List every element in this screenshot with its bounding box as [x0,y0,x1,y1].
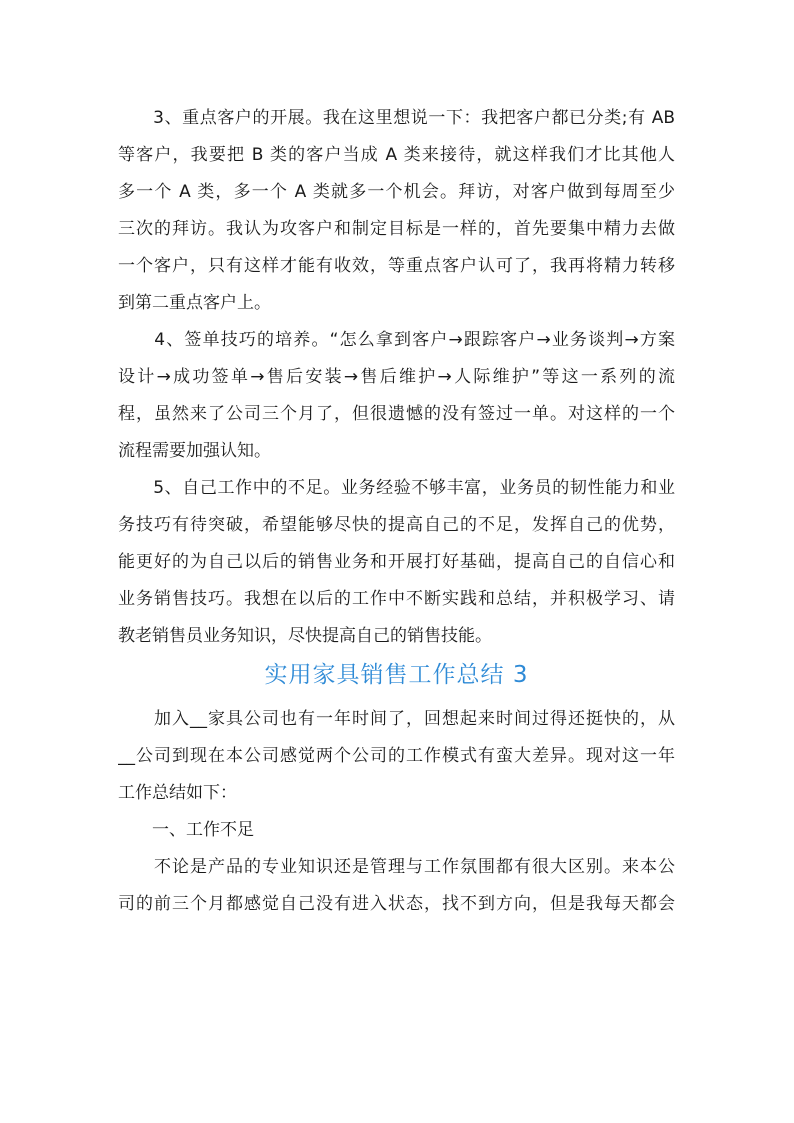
paragraph-shortcomings [118,470,675,655]
section-heading: 实用家具销售工作总结 3 [264,662,529,688]
text-line: 不论是产品的专业知识还是管理与工作氛围都有很大区别。来本公 [118,857,675,877]
text-line: 业务销售技巧。我想在以后的工作中不断实践和总结，并积极学习、请 [118,589,675,609]
text-line: 工作总结如下： [118,783,237,803]
text-line: 流程需要加强认知。 [118,441,271,461]
paragraph-key-customers [118,100,675,322]
text-line: 一个客户，只有这样才能有收效，等重点客户认可了，我再将精力转移 [118,256,675,276]
text-line: 司的前三个月都感觉自己没有进入状态，找不到方向，但是我每天都会 [118,894,675,914]
text-line: 多一个 A 类，多一个 A 类就多一个机会。拜访，对客户做到每周至少 [118,182,675,202]
document-page [118,100,675,923]
text-line: 程，虽然来了公司三个月了，但很遗憾的没有签过一单。对这样的一个 [118,404,675,424]
paragraph-intro [118,701,675,812]
paragraph-signing-skills [118,322,675,470]
text-line: 加入__家具公司也有一年时间了，回想起来时间过得还挺快的，从 [118,709,675,729]
text-line: 设计→成功签单→售后安装→售后维护→人际维护”等这一系列的流 [118,367,675,387]
subheading-work-shortcomings [118,812,675,849]
text-line: 三次的拜访。我认为攻客户和制定目标是一样的，首先要集中精力去做 [118,219,675,239]
text-line: 务技巧有待突破，希望能够尽快的提高自己的不足，发挥自己的优势， [118,515,675,535]
text-line: 一、工作不足 [118,820,254,840]
text-line: 能更好的为自己以后的销售业务和开展打好基础，提高自己的自信心和 [118,552,675,572]
text-line: 等客户，我要把 B 类的客户当成 A 类来接待，就这样我们才比其他人 [118,145,675,165]
paragraph-differences [118,849,675,923]
text-line: __公司到现在本公司感觉两个公司的工作模式有蛮大差异。现对这一年 [118,746,675,766]
text-line: 教老销售员业务知识，尽快提高自己的销售技能。 [118,626,492,646]
text-line: 3、重点客户的开展。我在这里想说一下：我把客户都已分类;有 AB [118,108,675,128]
text-line: 到第二重点客户上。 [118,293,271,313]
text-line: 4、签单技巧的培养。“怎么拿到客户→跟踪客户→业务谈判→方案 [118,330,675,350]
text-line: 5、自己工作中的不足。业务经验不够丰富，业务员的韧性能力和业 [118,478,675,498]
